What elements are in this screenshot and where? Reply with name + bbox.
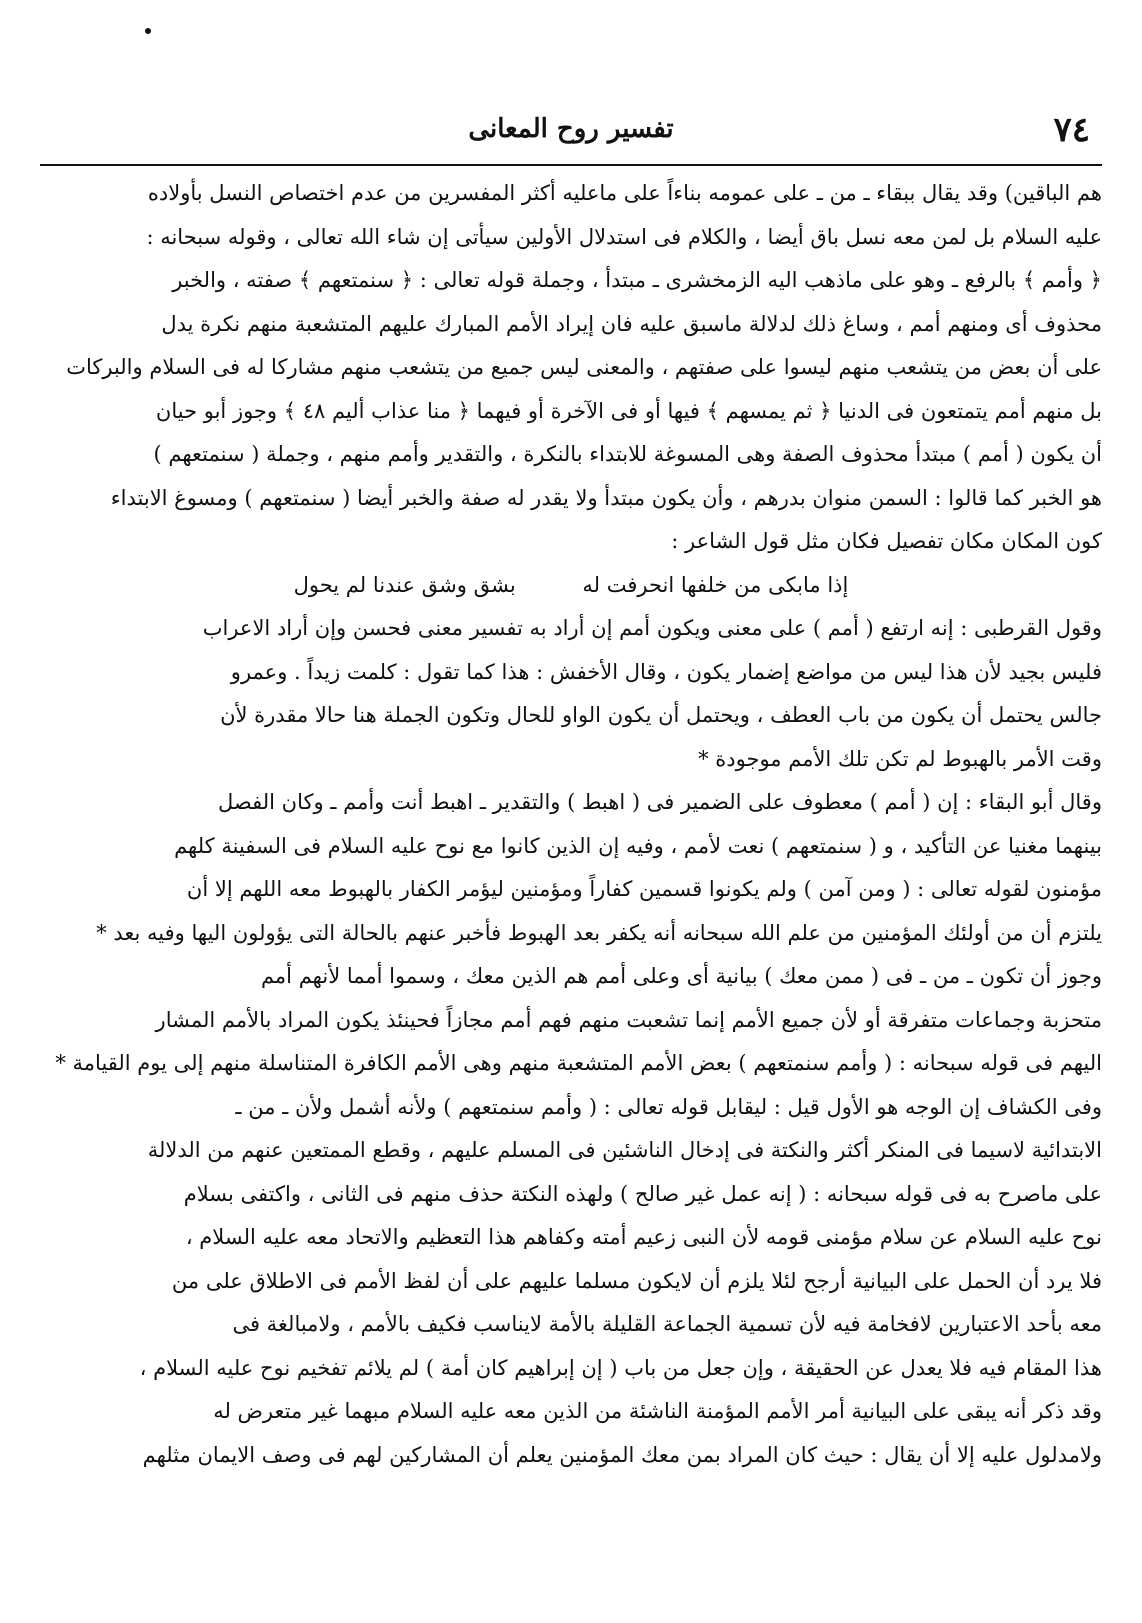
page bbox=[40, 40, 1102, 1583]
text-line: بل منهم أمم يتمتعون فى الدنيا ﴿ ثم يمسهم ﴾ فيها أو فى الآخرة أو فيهما ﴿ منا عذاب أليم ٤٨ ﴾ وجوز أبو حيان bbox=[155, 398, 1102, 423]
speck-mark bbox=[145, 28, 151, 34]
text-line: على ماصرح به فى قوله سبحانه : ( إنه عمل غير صالح ) ولهذه النكتة حذف منهم فى الثانى ، واكتفى بسلام bbox=[183, 1181, 1102, 1206]
text-line: وقول القرطبى : إنه ارتفع ( أمم ) على معنى ويكون أمم إن أراد به تفسير معنى فحسن وإن أراد الاعراب bbox=[202, 616, 1102, 640]
text-line: وقال أبو البقاء : إن ( أمم ) معطوف على الضمير فى ( اهبط ) والتقدير ـ اهبط أنت وأمم ـ وكان الفصل bbox=[218, 790, 1102, 814]
text-line: الابتدائية لاسيما فى المنكر أكثر والنكتة فى إدخال الناشئين فى المسلم عليهم ، وقطع الممتعين عنهم من الدلالة bbox=[147, 1138, 1102, 1162]
text-line: محذوف أى ومنهم أمم ، وساغ ذلك لدلالة ماسبق عليه فان إيراد الأمم المبارك عليهم المتشعبة منهم نكرة يدل bbox=[161, 311, 1102, 336]
text-line: هو الخبر كما قالوا : السمن منوان بدرهم ، وأن يكون مبتدأ ولا يقدر له صفة والخبر أيضا ( سنمتعهم ) ومسوغ الابتداء bbox=[110, 485, 1102, 510]
lines-before-verse bbox=[40, 172, 1102, 564]
text-line: كون المكان مكان تفصيل فكان مثل قول الشاعر : bbox=[671, 529, 1102, 553]
text-line: هم الباقين) وقد يقال ببقاء ـ من ـ على عمومه بناءاً على ماعليه أكثر المفسرين من عدم اختصاص النسل بأولاده bbox=[147, 181, 1102, 205]
text-line: وقد ذكر أنه يبقى على البيانية أمر الأمم المؤمنة الناشئة من الذين معه عليه السلام مبهما غير متعرض له bbox=[213, 1399, 1102, 1423]
text-line: متحزبة وجماعات متفرقة أو لأن جميع الأمم إنما تشعبت منهم فهم أمم مجازاً فحينئذ يكون المراد بالأمم المشار bbox=[155, 1007, 1102, 1032]
text-line: وجوز أن تكون ـ من ـ فى ( ممن معك ) بيانية أى وعلى أمم هم الذين معك ، وسموا أمما لأنهم أمم bbox=[260, 964, 1102, 988]
text-line: يلتزم أن من أولئك المؤمنين من علم الله سبحانه أنه يكفر بعد الهبوط فأخبر عنهم بالحالة التى يؤولون اليها وفيه بعد * bbox=[96, 920, 1102, 945]
text-line: عليه السلام بل لمن معه نسل باق أيضا ، والكلام فى استدلال الأولين سيأتى إن شاء الله تعالى ، وقوله سبحانه : bbox=[146, 224, 1102, 249]
text-line: وفى الكشاف إن الوجه هو الأول قيل : ليقابل قوله تعالى : ( وأمم سنمتعهم ) ولأنه أشمل ولأن ـ من ـ bbox=[235, 1094, 1102, 1119]
lines-after-verse bbox=[40, 607, 1102, 1477]
running-title: تفسير روح المعانى bbox=[468, 114, 674, 144]
page-header bbox=[40, 108, 1102, 166]
text-line: على أن بعض من يتشعب منهم ليسوا على صفتهم ، والمعنى ليس جميع من يتشعب منهم مشاركا له فى السلام والبركات bbox=[66, 355, 1102, 379]
text-line: اليهم فى قوله سبحانه : ( وأمم سنمتعهم ) بعض الأمم المتشعبة منهم وهى الأمم الكافرة المتناسلة منهم إلى يوم القيامة * bbox=[55, 1051, 1102, 1075]
text-line: معه بأحد الاعتبارين لافخامة فيه لأن تسمية الجماعة القليلة بالأمة لايناسب فكيف بالأمم ، ولامبالغة فى bbox=[232, 1312, 1102, 1336]
text-line: وقت الأمر بالهبوط لم تكن تلك الأمم موجودة * bbox=[698, 746, 1102, 771]
text-line: أن يكون ( أمم ) مبتدأ محذوف الصفة وهى المسوغة للابتداء بالنكرة ، والتقدير وأمم منهم ، وجملة ( سنمتعهم ) bbox=[153, 442, 1102, 466]
text-line: فلا يرد أن الحمل على البيانية أرجح لئلا يلزم أن لايكون مسلما عليهم على أن لفظ الأمم فى الاطلاق على من bbox=[171, 1268, 1102, 1293]
verse-first-half: إذا مابكى من خلفها انحرفت له bbox=[582, 572, 849, 597]
text-line: بينهما مغنيا عن التأكيد ، و ( سنمتعهم ) نعت لأمم ، وفيه إن الذين كانوا مع نوح عليه السلام فى السفينة كلهم bbox=[174, 833, 1102, 858]
text-line: نوح عليه السلام عن سلام مؤمنى قومه لأن النبى زعيم أمته وكفاهم هذا التعظيم والاتحاد معه عليه السلام ، bbox=[185, 1225, 1102, 1249]
text-line: مؤمنون لقوله تعالى : ( ومن آمن ) ولم يكونوا قسمين كفاراً ومؤمنين ليؤمر الكفار بالهبوط معه اللهم إلا أن bbox=[186, 877, 1102, 901]
text-line: ولامدلول عليه إلا أن يقال : حيث كان المراد بمن معك المؤمنين يعلم أن المشاركين لهم فى وصف الايمان مثلهم bbox=[142, 1442, 1102, 1467]
verse-second-half: بشق وشق عندنا لم يحول bbox=[293, 572, 516, 597]
text-line: جالس يحتمل أن يكون من باب العطف ، ويحتمل أن يكون الواو للحال وتكون الجملة هنا حالا مقدرة لأن bbox=[220, 703, 1102, 727]
text-line: ﴿ وأمم ﴾ بالرفع ـ وهو على ماذهب اليه الزمخشرى ـ مبتدأ ، وجملة قوله تعالى : ﴿ سنمتعهم ﴾ صفته ، والخبر bbox=[172, 268, 1102, 292]
body-text bbox=[40, 172, 1102, 1583]
poetry-verse bbox=[40, 564, 1102, 608]
text-line: هذا المقام فيه فلا يعدل عن الحقيقة ، وإن جعل من باب ( إن إبراهيم كان أمة ) لم يلائم تفخيم نوح عليه السلام ، bbox=[139, 1355, 1102, 1380]
text-line: فليس بجيد لأن هذا ليس من مواضع إضمار يكون ، وقال الأخفش : هذا كما تقول : كلمت زيداً . وعمرو bbox=[230, 659, 1102, 684]
page-number: ٧٤ bbox=[1053, 110, 1090, 150]
